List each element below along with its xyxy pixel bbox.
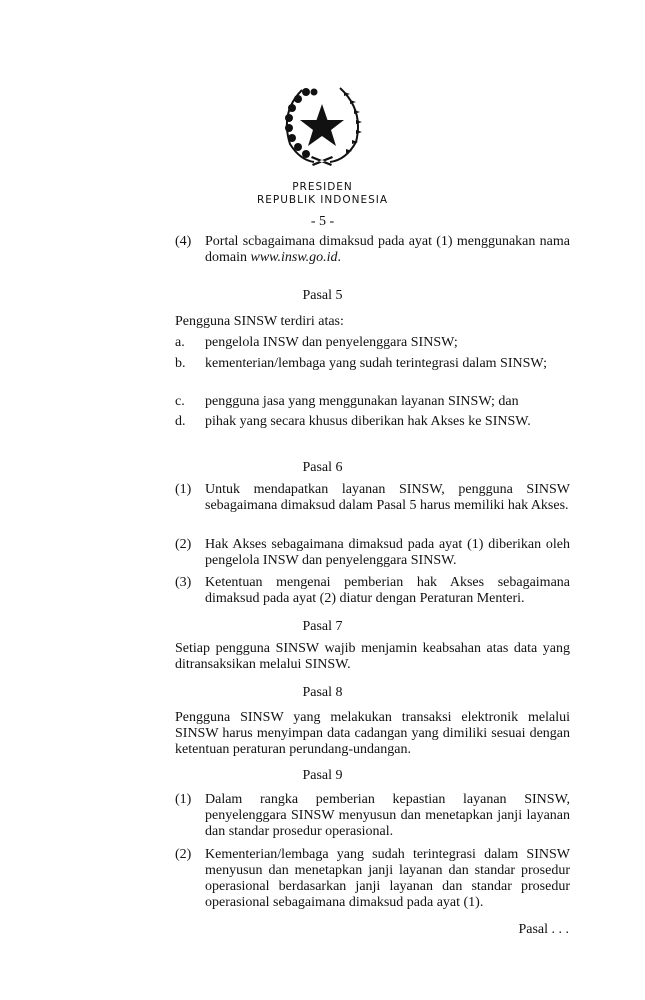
item-number: c. [175,394,185,409]
item-text: pengelola INSW dan penyelenggara SINSW; [205,335,458,350]
domain-text: www.insw.go.id [250,250,338,265]
pasal-5-title: Pasal 5 [302,288,343,303]
list-item [175,394,570,410]
page-number: - 5 - [310,214,335,229]
pasal-5-lead: Pengguna SINSW terdiri atas: [175,314,344,329]
list-item [175,537,570,569]
list-item [175,575,570,607]
item-number: (3) [175,575,192,590]
item-text: Dalam rangka pemberian kepastian layanan SINSW, penyelenggara SINSW menyusun dan menetapkan janji layanan dan standar prosedur operasional. [205,792,570,839]
pasal-7-title: Pasal 7 [302,619,343,634]
item-text-end: . [337,250,342,265]
item-text: Untuk mendapatkan layanan SINSW, pengguna SINSW sebagaimana dimaksud dalam Pasal 5 harus memiliki hak Akses. [205,482,570,513]
header-president: PRESIDEN [292,181,353,193]
pasal-7-text: Setiap pengguna SINSW wajib menjamin keabsahan atas data yang ditransaksikan melalui SINSW. [175,641,570,672]
item-number: b. [175,356,186,371]
item-text: Kementerian/lembaga yang sudah terintegrasi dalam SINSW menyusun dan menetapkan janji layanan dan standar prosedur operasional berdasarkan janji layanan dan standar prosedur operasional sebagaimana dimaksud pada ayat (1). [205,847,570,910]
pasal-8-text: Pengguna SINSW yang melakukan transaksi elektronik melalui SINSW harus menyimpan data cadangan yang dimiliki sesuai dengan ketentuan peraturan perundang-undangan. [175,710,570,757]
continuation-marker: Pasal . . . [518,922,569,937]
pasal-8-title: Pasal 8 [302,685,343,700]
item-number: (4) [175,234,192,249]
list-item [175,847,570,911]
item-text: pengguna jasa yang menggunakan layanan SINSW; dan [205,394,519,409]
item-number: d. [175,414,186,429]
list-item [175,356,570,372]
intro-item [175,234,570,266]
item-number: (1) [175,482,192,497]
item-number: (2) [175,537,192,552]
list-item [175,335,570,351]
item-text: Hak Akses sebagaimana dimaksud pada ayat (1) diberikan oleh pengelola INSW dan penyelenggara SINSW. [205,537,570,568]
item-text: Portal scbagaimana dimaksud pada ayat (1) menggunakan nama domain [205,234,570,265]
header-republic: REPUBLIK INDONESIA [256,194,389,206]
presidential-emblem-icon [272,82,372,167]
pasal-6-title: Pasal 6 [302,460,343,475]
item-number: (1) [175,792,192,807]
item-text: Ketentuan mengenai pemberian hak Akses sebagaimana dimaksud pada ayat (2) diatur dengan Peraturan Menteri. [205,575,570,606]
item-number: a. [175,335,185,350]
item-text: kementerian/lembaga yang sudah terintegrasi dalam SINSW; [205,356,547,371]
list-item [175,414,570,430]
item-number: (2) [175,847,192,862]
list-item [175,792,570,840]
list-item [175,482,570,514]
item-text: pihak yang secara khusus diberikan hak Akses ke SINSW. [205,414,531,429]
pasal-9-title: Pasal 9 [302,768,343,783]
